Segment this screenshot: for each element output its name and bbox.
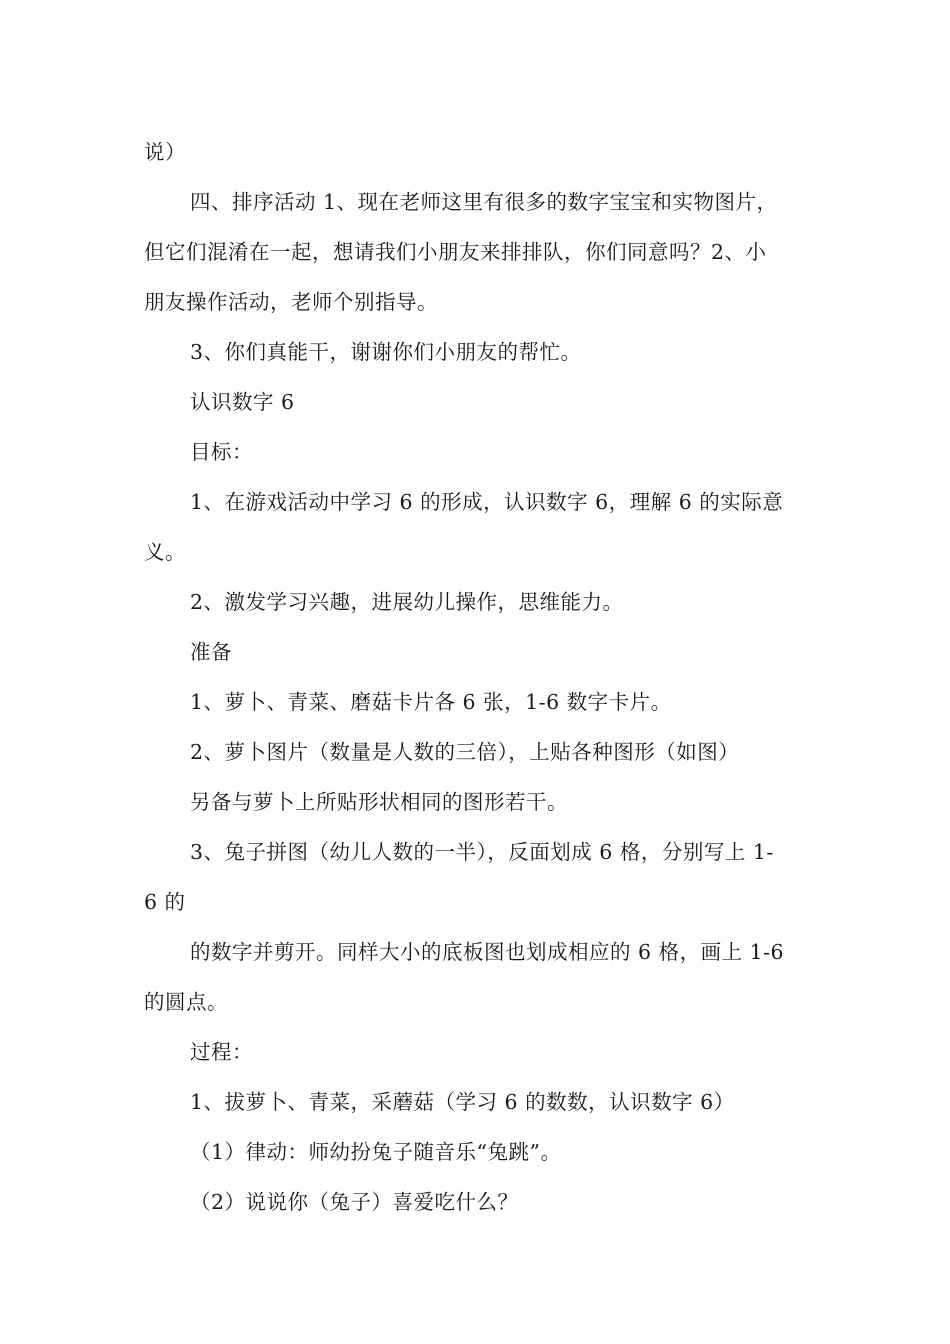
text-line: 准备 [190, 640, 232, 664]
text-line: 的数字并剪开。同样大小的底板图也划成相应的 6 格，画上 1-6 [190, 940, 785, 964]
text-line: 1、拔萝卜、青菜，采蘑菇（学习 6 的数数，认识数字 6） [190, 1090, 735, 1114]
text-line: 3、你们真能干，谢谢你们小朋友的帮忙。 [190, 340, 582, 364]
text-line: 义。 [144, 540, 186, 564]
text-line: 过程： [190, 1040, 253, 1064]
text-line: 1、在游戏活动中学习 6 的形成，认识数字 6，理解 6 的实际意 [190, 490, 784, 514]
text-line: 1、萝卜、青菜、磨菇卡片各 6 张，1-6 数字卡片。 [190, 690, 672, 714]
text-line: 的圆点。 [144, 990, 228, 1014]
text-line: 3、兔子拼图（幼儿人数的一半），反面划成 6 格，分别写上 1- [190, 840, 774, 864]
section-heading: 认识数字 6 [190, 390, 295, 414]
text-line: 另备与萝卜上所贴形状相同的图形若干。 [190, 790, 568, 814]
text-line: 目标： [190, 440, 253, 464]
text-line: 6 的 [144, 890, 186, 914]
text-line: 说） [144, 140, 186, 164]
text-line: （1）律动：师幼扮兔子随音乐“兔跳”。 [190, 1140, 562, 1164]
text-line: 朋友操作活动，老师个别指导。 [144, 290, 438, 314]
text-line: （2）说说你（兔子）喜爱吃什么？ [190, 1190, 519, 1214]
text-line: 2、激发学习兴趣，进展幼儿操作，思维能力。 [190, 590, 624, 614]
text-line: 四、排序活动 1、现在老师这里有很多的数字宝宝和实物图片， [190, 190, 778, 214]
text-line: 但它们混淆在一起，想请我们小朋友来排排队，你们同意吗？2、小 [144, 240, 767, 264]
text-line: 2、萝卜图片（数量是人数的三倍），上贴各种图形（如图） [190, 740, 740, 764]
